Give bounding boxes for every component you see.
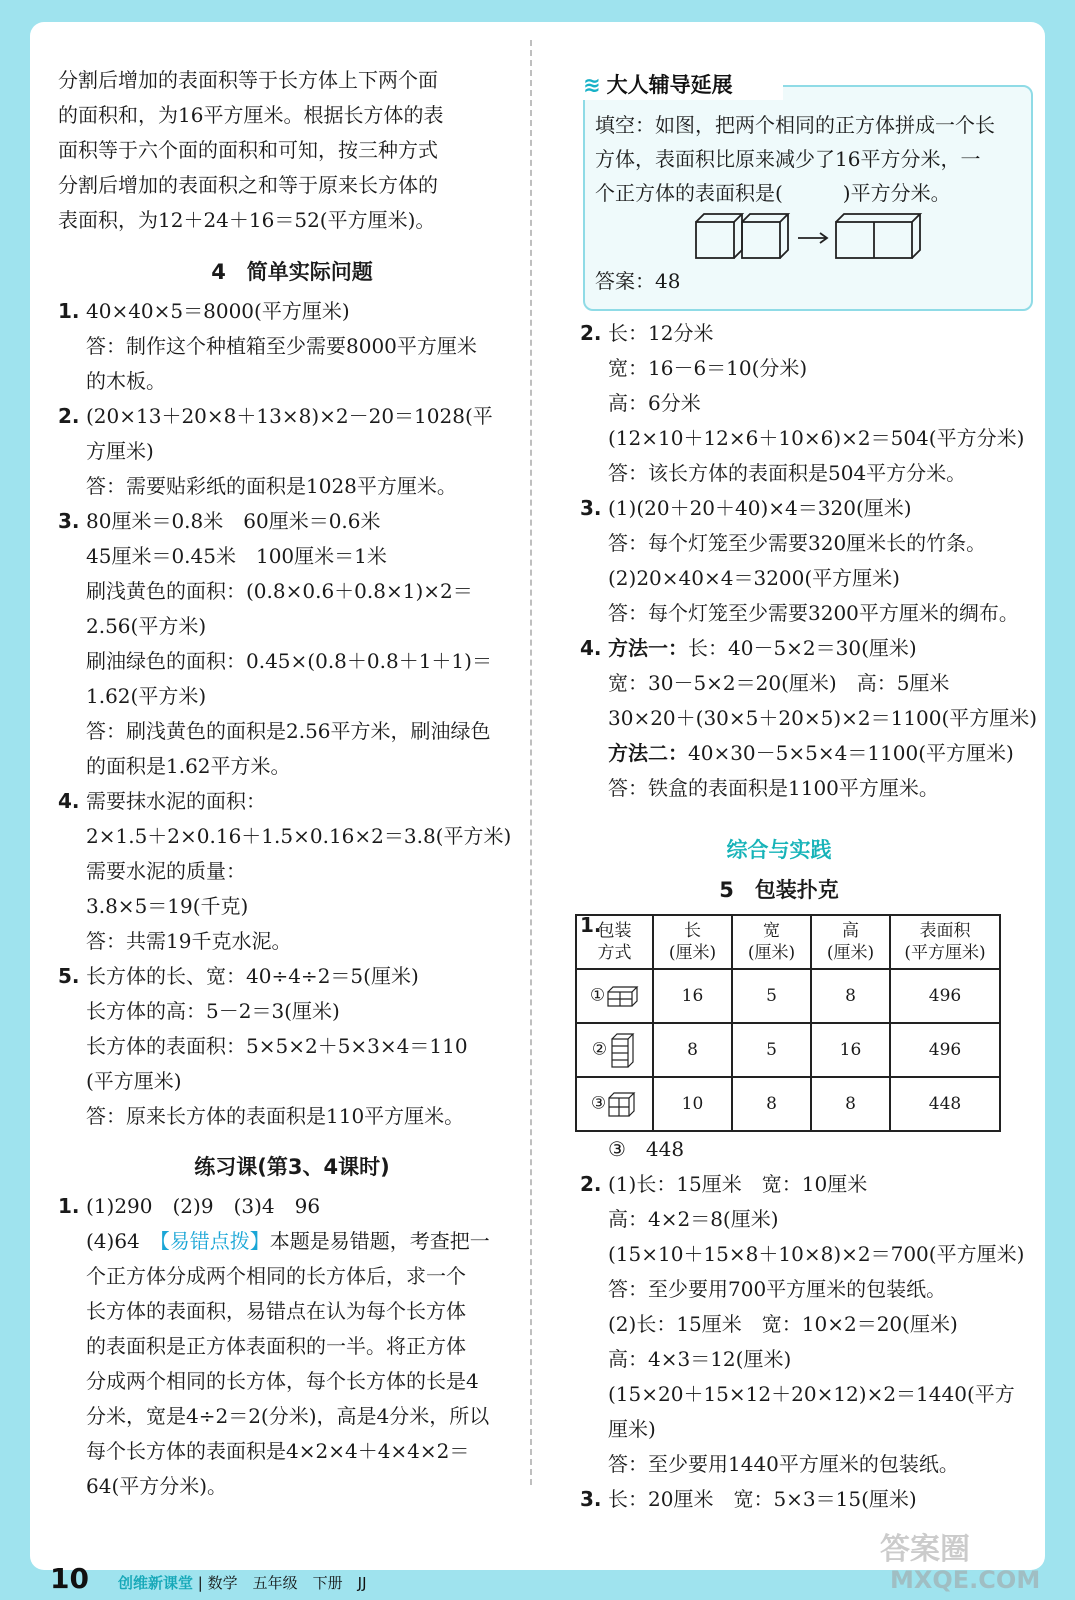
r-q2-line: 高：6分米 (608, 391, 701, 415)
r-q2-line: 答：该长方体的表面积是504平方分米。 (608, 461, 967, 485)
length-cell: 10 (653, 1077, 732, 1131)
r-q3-number: 3. (580, 496, 602, 520)
q3-line: 80厘米＝0.8米 60厘米＝0.6米 (86, 509, 381, 533)
r-q2b-line: (15×10＋15×8＋10×8)×2＝700(平方厘米) (608, 1242, 1025, 1266)
intro-line: 分割后增加的表面积之和等于原来长方体的 (58, 173, 438, 197)
q3-line: 2.56(平方米) (86, 614, 207, 638)
r-q2-number: 2. (580, 321, 602, 345)
table-row (576, 1023, 1000, 1077)
method-two-text: 40×30－5×5×4＝1100(平方厘米) (688, 741, 1014, 765)
intro-line: 的面积和，为16平方厘米。根据长方体的表 (58, 103, 444, 127)
r-q3-line: (1)(20＋20＋40)×4＝320(厘米) (608, 496, 912, 520)
r-q2-line: (12×10＋12×6＋10×6)×2＝504(平方分米) (608, 426, 1025, 450)
extension-line: 方体，表面积比原来减少了16平方分米，一 (595, 147, 981, 171)
r-q2b-line: 高：4×3＝12(厘米) (608, 1347, 792, 1371)
extension-line: 个正方体的表面积是( )平方分米。 (595, 181, 951, 205)
q4-line: 需要抹水泥的面积： (86, 789, 266, 813)
area-cell: 496 (890, 969, 1000, 1023)
r-q2b-number: 2. (580, 1172, 602, 1196)
p1-line: 的表面积是正方体表面积的一半。将正方体 (86, 1334, 466, 1358)
q4-line: 答：共需19千克水泥。 (86, 929, 292, 953)
r-q4-line: 宽：30－5×2＝20(厘米) 高：5厘米 (608, 671, 950, 695)
q2-line: 答：需要贴彩纸的面积是1028平方厘米。 (86, 474, 457, 498)
r-q2-line: 宽：16－6＝10(分米) (608, 356, 808, 380)
r-q4-number: 4. (580, 636, 602, 660)
r-q2b-line: 答：至少要用1440平方厘米的包装纸。 (608, 1452, 959, 1476)
q4-line: 需要水泥的质量： (86, 859, 246, 883)
r-q4-line (608, 635, 917, 661)
q2-line: 方厘米) (86, 439, 154, 463)
q1-number: 1. (58, 299, 80, 323)
q2-line: (20×13＋20×8＋13×8)×2－20＝1028(平 (86, 404, 493, 428)
intro-line: 分割后增加的表面积等于长方体上下两个面 (58, 68, 438, 92)
method-cell: ① (576, 969, 653, 1023)
r-q2b-line: (15×20＋15×12＋20×12)×2＝1440(平方 (608, 1382, 1015, 1406)
header-method: 包装 方式 (576, 915, 653, 969)
r-q3-line: 答：每个灯笼至少需要3200平方厘米的绸布。 (608, 601, 1019, 625)
r-q3b-number: 3. (580, 1487, 602, 1511)
q3-number: 3. (58, 509, 80, 533)
q5-line: 长方体的表面积：5×5×2＋5×3×4＝110 (86, 1034, 468, 1058)
extension-title-text: 大人辅导延展 (606, 73, 733, 97)
t1-answer: ③ 448 (608, 1137, 685, 1161)
watermark-line2: MXQE.COM (890, 1566, 1041, 1594)
header-width: 宽 (厘米) (732, 915, 811, 969)
p1-line: (1)290 (2)9 (3)4 96 (86, 1194, 321, 1218)
header-area: 表面积 (平方厘米) (890, 915, 1000, 969)
q5-line: 长方体的长、宽：40÷4÷2＝5(厘米) (86, 964, 419, 988)
q1-line: 40×40×5＝8000(平方厘米) (86, 299, 350, 323)
intro-line: 面积等于六个面的面积和可知，按三种方式 (58, 138, 438, 162)
brand-name: 创维新课堂 (118, 1574, 194, 1592)
book-info: 数学 五年级 下册 JJ (207, 1574, 367, 1592)
r-t1-number: 1. (580, 913, 602, 937)
footer-info (118, 1572, 367, 1593)
q2-number: 2. (58, 404, 80, 428)
cube-stack-icon (606, 1089, 638, 1119)
r-q2b-line: (2)长：15厘米 宽：10×2＝20(厘米) (608, 1312, 958, 1336)
table-row (576, 1077, 1000, 1131)
tall-stack-icon (607, 1030, 637, 1070)
q3-line: 的面积是1.62平方米。 (86, 754, 291, 778)
p1-line: 分成两个相同的长方体，每个长方体的长是4 (86, 1369, 479, 1393)
r-q3-line: 答：每个灯笼至少需要320厘米长的竹条。 (608, 531, 987, 555)
wave-icon: ≋ (583, 73, 601, 97)
practice-section-title: 综合与实践 (726, 838, 832, 862)
p1-line: 长方体的表面积，易错点在认为每个长方体 (86, 1299, 466, 1323)
error-tip-label: 【易错点拨】 (159, 1229, 270, 1253)
r-q2b-line: 高：4×2＝8(厘米) (608, 1207, 779, 1231)
q3-line: 1.62(平方米) (86, 684, 207, 708)
extension-line: 填空：如图，把两个相同的正方体拼成一个长 (595, 113, 995, 137)
two-cubes-icon (696, 214, 788, 258)
q1-line: 答：制作这个种植箱至少需要8000平方厘米 (86, 334, 477, 358)
q1-line: 的木板。 (86, 369, 166, 393)
r-q4-line (608, 740, 1014, 766)
header-height: 高 (厘米) (811, 915, 890, 969)
r-q2-line: 长：12分米 (608, 321, 714, 345)
q5-number: 5. (58, 964, 80, 988)
intro-line: 表面积，为12＋24＋16＝52(平方厘米)。 (58, 208, 436, 232)
q4-line: 3.8×5＝19(千克) (86, 894, 249, 918)
height-cell: 8 (811, 1077, 890, 1131)
page-number: 10 (50, 1562, 89, 1595)
p1-line: 64(平方分米)。 (86, 1474, 228, 1498)
height-cell: 8 (811, 969, 890, 1023)
r-q4-line: 30×20＋(30×5＋20×5)×2＝1100(平方厘米) (608, 706, 1038, 730)
column-divider (530, 40, 532, 1485)
cubes-diagram (690, 208, 940, 262)
practice-title: 练习课(第3、4课时) (194, 1155, 390, 1179)
extension-answer: 答案：48 (595, 269, 681, 293)
width-cell: 8 (732, 1077, 811, 1131)
q5-line: 长方体的高：5－2＝3(厘米) (86, 999, 340, 1023)
width-cell: 5 (732, 1023, 811, 1077)
r-q3-line: (2)20×40×4＝3200(平方厘米) (608, 566, 900, 590)
r-q2b-line: 答：至少要用700平方厘米的包装纸。 (608, 1277, 947, 1301)
p1-number: 1. (58, 1194, 80, 1218)
height-cell: 16 (811, 1023, 890, 1077)
q5-line: (平方厘米) (86, 1069, 182, 1093)
extension-title (583, 70, 783, 100)
method-one-label: 方法一： (608, 636, 688, 660)
footer-separator: | (197, 1574, 203, 1592)
p1-line: 每个长方体的表面积是4×2×4＋4×4×2＝ (86, 1439, 470, 1463)
length-cell: 16 (653, 969, 732, 1023)
q3-line: 答：刷浅黄色的面积是2.56平方米，刷油绿色 (86, 719, 491, 743)
r-q2b-line: (1)长：15厘米 宽：10厘米 (608, 1172, 868, 1196)
method-cell: ③ (576, 1077, 653, 1131)
q4-number: 4. (58, 789, 80, 813)
section5-title: 5 包装扑克 (719, 878, 839, 902)
watermark-line1: 答案圈 (880, 1532, 970, 1567)
area-cell: 496 (890, 1023, 1000, 1077)
p1-tip-line (86, 1228, 490, 1254)
q3-line: 刷浅黄色的面积：(0.8×0.6＋0.8×1)×2＝ (86, 579, 473, 603)
arrow-icon (798, 233, 827, 243)
watermark (880, 1532, 1041, 1595)
r-q3b-line: 长：20厘米 宽：5×3＝15(厘米) (608, 1487, 917, 1511)
area-cell: 448 (890, 1077, 1000, 1131)
flat-stack-icon (605, 983, 639, 1009)
r-q4-line: 答：铁盒的表面积是1100平方厘米。 (608, 776, 939, 800)
header-length: 长 (厘米) (653, 915, 732, 969)
p1-line: 分米，宽是4÷2＝2(分米)，高是4分米，所以 (86, 1404, 490, 1428)
q4-line: 2×1.5＋2×0.16＋1.5×0.16×2＝3.8(平方米) (86, 824, 512, 848)
joined-cuboid-icon (836, 214, 920, 258)
method-two-label: 方法二： (608, 741, 688, 765)
method-one-text: 长：40－5×2＝30(厘米) (688, 636, 917, 660)
q3-line: 45厘米＝0.45米 100厘米＝1米 (86, 544, 387, 568)
p1-line: 个正方体分成两个相同的长方体后，求一个 (86, 1264, 466, 1288)
width-cell: 5 (732, 969, 811, 1023)
packaging-table (575, 914, 1001, 1132)
r-q2b-line: 厘米) (608, 1417, 656, 1441)
q5-line: 答：原来长方体的表面积是110平方厘米。 (86, 1104, 465, 1128)
table-header-row (576, 915, 1000, 969)
table-row (576, 969, 1000, 1023)
p1-answer-4: (4)64 (86, 1229, 160, 1253)
p1-tip-text: 本题是易错题，考查把一 (269, 1229, 490, 1253)
section4-title: 4 简单实际问题 (211, 260, 373, 284)
q3-line: 刷油绿色的面积：0.45×(0.8＋0.8＋1＋1)＝ (86, 649, 492, 673)
method-cell: ② (576, 1023, 653, 1077)
length-cell: 8 (653, 1023, 732, 1077)
